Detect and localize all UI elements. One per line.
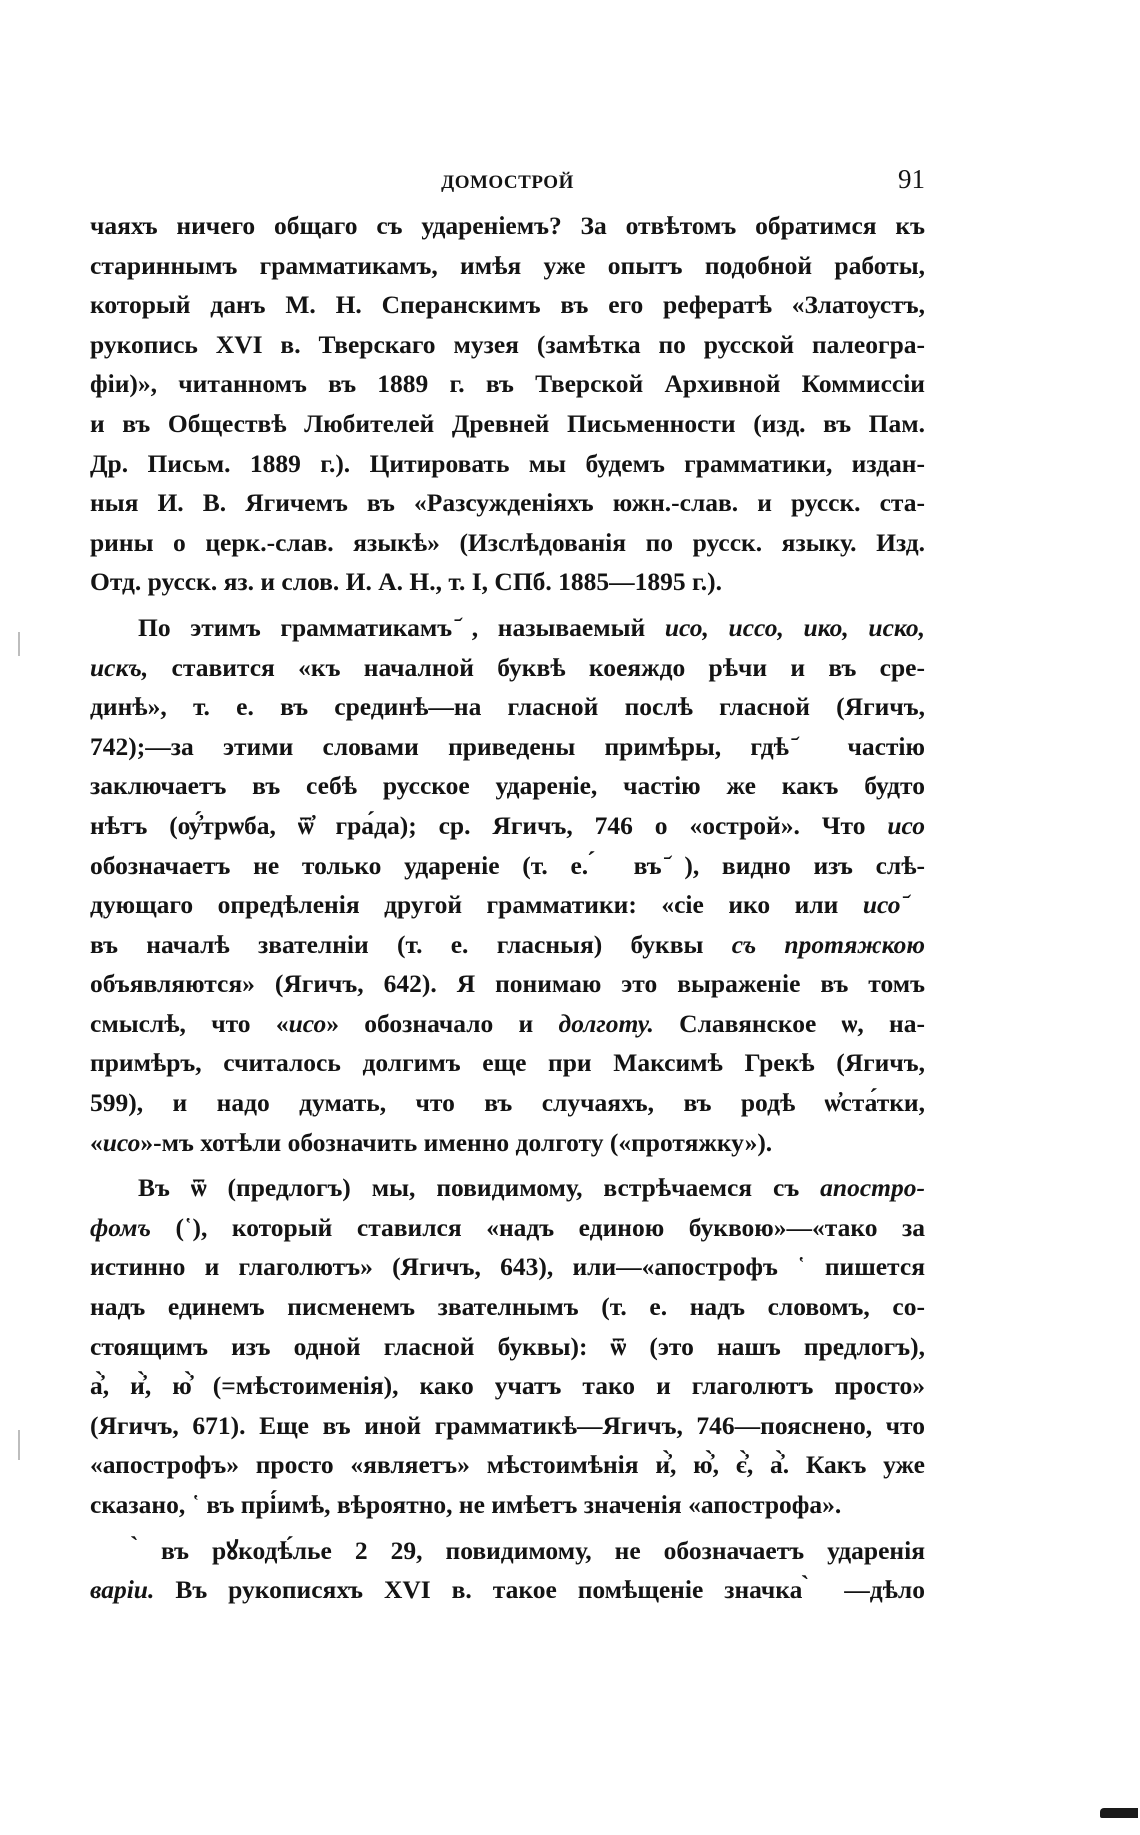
text-line: чаяхъ ничего общаго съ удареніемъ? За отвѣтомъ обратимся къ bbox=[90, 211, 925, 240]
text-line: объявляются» (Ягичъ, 642). Я понимаю это выраженіе въ томъ bbox=[90, 969, 925, 999]
text-line: и въ Обществѣ Любителей Древней Письменности (изд. въ Пам. bbox=[90, 408, 925, 438]
running-head bbox=[90, 160, 925, 206]
scan-artifact-mark bbox=[1100, 1808, 1138, 1818]
text-line: сказано, ῾ въ прі́имѣ, вѣроятно, не имѣетъ значенія «апострофа». bbox=[90, 1490, 842, 1519]
italic-term: апостро- bbox=[820, 1173, 925, 1203]
italic-term: исо, иссо, ико, иско, bbox=[664, 612, 925, 642]
text-line: (Ягичъ, 671). Еще въ иной грамматикѣ—Ягичъ, 746—пояснено, что bbox=[90, 1410, 925, 1440]
italic-term: долготу. bbox=[558, 1008, 654, 1038]
text-line: который данъ М. Н. Сперанскимъ въ его рефератѣ «Златоустъ, bbox=[90, 290, 925, 320]
text-line: искъ, ставится «къ началной буквѣ коеяждо рѣчи и въ сре- bbox=[90, 652, 925, 682]
text-line: истинно и глаголютъ» (Ягичъ, 643), или—«апострофъ ῾ пишется bbox=[90, 1252, 925, 1282]
italic-term: варіи. bbox=[90, 1575, 155, 1605]
text-line: ныя И. В. Ягичемъ въ «Разсужденіяхъ южн.-слав. и русск. ста- bbox=[90, 488, 925, 518]
book-page bbox=[90, 160, 925, 1610]
text-line: стоящимъ изъ одной гласной буквы): ѿ (это нашъ предлогъ), bbox=[90, 1331, 925, 1361]
text-line: примѣръ, считалось долгимъ еще при Максимѣ Грекѣ (Ягичъ, bbox=[90, 1048, 925, 1078]
text-line: Въ ѿ (предлогъ) мы, повидимому, встрѣчаемся съ апостро- bbox=[138, 1173, 925, 1203]
text-line: фомъ (῾), который ставился «надъ единою буквою»—«тако за bbox=[90, 1212, 925, 1242]
text-line: «апострофъ» просто «являетъ» мѣстоимѣнія и҆̀, ю҆̀, є҆̀, а҆̀. Какъ уже bbox=[90, 1450, 925, 1480]
text-line: рукопись XVI в. Тверскаго музея (замѣтка по русской палеогра- bbox=[90, 329, 925, 359]
text-line: смыслѣ, что «исо» обозначало и долготу. Славянское ѡ, на- bbox=[90, 1008, 925, 1038]
italic-term: исо bbox=[288, 1008, 327, 1038]
text-line: 742);—за этими словами приведены примѣры, гдѣ ᷄ частію bbox=[90, 731, 925, 761]
text-line: нѣтъ (ѹ҆́трѡба, ѿ҆ гра́да); ср. Ягичъ, 746 о «острой». Что исо bbox=[90, 810, 925, 840]
body-text bbox=[90, 206, 925, 1610]
text-line: Др. Письм. 1889 г.). Цитировать мы будемъ грамматики, издан- bbox=[90, 448, 925, 478]
text-line: ̀ въ рꙋкодѣ́лье 2 29, повидимому, не обозначаетъ ударенія bbox=[138, 1535, 925, 1565]
italic-term: искъ, bbox=[90, 652, 149, 682]
text-line: Отд. русск. яз. и слов. И. А. Н., т. I, СПб. 1885—1895 г.). bbox=[90, 567, 722, 597]
text-line: 599), и надо думать, что въ случаяхъ, въ родѣ ѡ҆ста́тки, bbox=[90, 1088, 925, 1118]
italic-term: исо bbox=[102, 1127, 141, 1157]
text-line: фіи)», читанномъ въ 1889 г. въ Тверской Архивной Коммиссіи bbox=[90, 369, 925, 399]
text-line: обозначаетъ не только удареніе (т. е. ́ въ ᷄), видно изъ слѣ- bbox=[90, 850, 925, 880]
paragraph-4 bbox=[90, 1531, 925, 1610]
paragraph-3 bbox=[90, 1168, 925, 1524]
text-line: рины о церк.-слав. языкѣ» (Изслѣдованія по русск. языку. Изд. bbox=[90, 527, 925, 557]
paragraph-2 bbox=[90, 608, 925, 1162]
running-title: ДОМОСТРОЙ bbox=[441, 172, 574, 193]
text-line: динѣ», т. е. въ срединѣ—на гласной послѣ гласной (Ягичъ, bbox=[90, 692, 925, 722]
italic-term: фомъ bbox=[90, 1212, 151, 1242]
text-line: варіи. Въ рукописяхъ XVI в. такое помѣщеніе значка ̀ —дѣло bbox=[90, 1575, 925, 1605]
scan-artifact-left bbox=[18, 1430, 20, 1460]
text-line: По этимъ грамматикамъ ᷄, называемый исо, иссо, ико, иско, bbox=[138, 612, 925, 642]
italic-term: съ протяжкою bbox=[731, 929, 925, 959]
scan-artifact-left bbox=[18, 632, 20, 656]
paragraph-1 bbox=[90, 206, 925, 602]
text-line: стариннымъ грамматикамъ, имѣя уже опытъ подобной работы, bbox=[90, 250, 925, 280]
text-line: «исо»-мъ хотѣли обозначить именно долготу («протяжку»). bbox=[90, 1127, 773, 1157]
text-line: дующаго опредѣленія другой грамматики: «сіе ико или исо ᷄ bbox=[90, 890, 925, 920]
italic-term: исо bbox=[887, 810, 925, 840]
text-line: а҆̀, и҆̀, ю҆̀ (=мѣстоименія), како учатъ тако и глаголютъ просто» bbox=[90, 1371, 925, 1401]
text-line: надъ единемъ писменемъ звателнымъ (т. е. надъ словомъ, со- bbox=[90, 1292, 925, 1322]
text-line: въ началѣ звателніи (т. е. гласныя) буквы съ протяжкою bbox=[90, 929, 925, 959]
italic-term: исо bbox=[862, 890, 901, 920]
page-number: 91 bbox=[898, 164, 925, 194]
text-line: заключаетъ въ себѣ русское удареніе, частію же какъ будто bbox=[90, 771, 925, 801]
